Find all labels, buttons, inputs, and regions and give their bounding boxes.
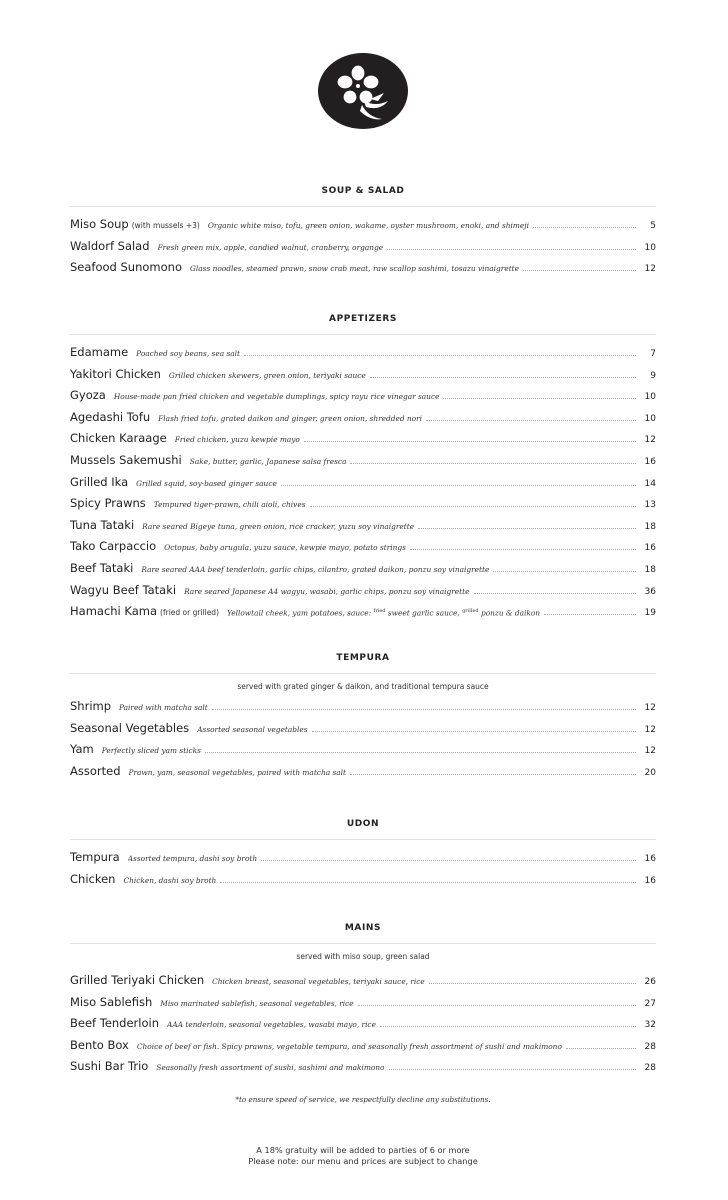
item-name: Tuna Tataki: [70, 517, 135, 532]
item-name: Grilled Teriyaki Chicken: [70, 973, 205, 987]
item-price: 5: [650, 221, 656, 231]
item-name: Agedashi Tofu: [70, 409, 151, 424]
menu-item-seafood-sunomono: [70, 260, 656, 282]
item-price: 19: [644, 608, 656, 619]
menu-item-miso-soup: [70, 217, 656, 239]
item-name: Beef Tataki: [70, 560, 134, 575]
leader-dots: [429, 983, 636, 984]
menu-item-grilled-teriyaki-chicken: [70, 973, 656, 995]
item-description: Prawn, yam, seasonal vegetables, paired with matcha salt: [128, 767, 346, 777]
item-name: Yakitori Chicken: [70, 366, 161, 381]
item-price: 12: [644, 703, 656, 713]
item-price: 10: [644, 392, 656, 403]
item-price: 32: [644, 1020, 656, 1031]
menu-item-yam: [70, 742, 656, 764]
menu-item-spicy-prawns: [70, 496, 656, 518]
menu-item-udon-chicken: [70, 872, 656, 894]
item-price: 20: [644, 767, 656, 778]
item-price: 9: [650, 370, 656, 381]
section-title: SOUP & SALAD: [70, 186, 656, 207]
item-description: Seasonally fresh assortment of sushi, sashimi and makimono: [156, 1063, 385, 1073]
section-mains: [70, 923, 656, 1081]
item-description: Rare seared Bigeye tuna, green onion, rice cracker, yuzu soy vinaigrette: [142, 521, 415, 531]
item-name: Seafood Sunomono: [70, 260, 182, 275]
menu-item-tuna-tataki: [70, 518, 656, 540]
section-soup-salad: [70, 186, 656, 282]
leader-dots: [493, 571, 636, 572]
footer-notes: [70, 1145, 656, 1167]
menu-item-wagyu-beef-tataki: [70, 583, 656, 605]
item-description: Choice of beef or fish. Spicy prawns, vegetable tempura, and seasonally fresh assortment of sushi and makimono: [136, 1041, 562, 1051]
item-name: Chicken: [70, 871, 116, 886]
item-name: Shrimp: [70, 699, 112, 713]
item-price: 10: [644, 413, 656, 424]
leader-dots: [566, 1048, 636, 1049]
item-price: 16: [644, 875, 656, 886]
item-name: Bento Box: [70, 1037, 129, 1052]
section-title: MAINS: [70, 923, 656, 944]
item-name: Miso Sablefish: [70, 994, 153, 1009]
item-price: 28: [644, 1063, 656, 1074]
item-price: 16: [644, 543, 656, 554]
menu-item-seasonal-vegetables: [70, 721, 656, 743]
section-subtitle: served with miso soup, green salad: [296, 952, 430, 961]
item-name: Beef Tenderloin: [70, 1016, 159, 1031]
item-name: Seasonal Vegetables: [70, 720, 190, 735]
item-description: Assorted seasonal vegetables: [197, 724, 308, 734]
leader-dots: [312, 731, 636, 732]
menu-item-beef-tataki: [70, 561, 656, 583]
leader-dots: [387, 249, 636, 250]
item-price: 12: [644, 435, 656, 446]
item-name: Sushi Bar Trio: [70, 1059, 149, 1074]
leader-dots: [544, 614, 636, 615]
flower-emblem-icon: [318, 53, 408, 129]
item-description: Octopus, baby arugula, yuzu sauce, kewpie mayo, potato strings: [164, 543, 406, 553]
leader-dots: [533, 227, 636, 228]
section-tempura: [70, 653, 656, 785]
price-change-note: Please note: our menu and prices are subject to change: [248, 1156, 478, 1166]
item-name: Grilled Ika: [70, 474, 129, 489]
item-name: Miso Soup (with mussels +3): [70, 217, 200, 231]
item-price: 26: [644, 977, 656, 987]
menu-item-assorted: [70, 764, 656, 786]
section-appetizers: [70, 314, 656, 626]
leader-dots: [205, 752, 636, 753]
menu-item-hamachi-kama: [70, 604, 656, 626]
gratuity-note: A 18% gratuity will be added to parties of 6 or more: [256, 1145, 470, 1155]
item-name: Tako Carpaccio: [70, 539, 157, 554]
item-name: Chicken Karaage: [70, 431, 167, 446]
leader-dots: [443, 398, 636, 399]
leader-dots: [261, 860, 636, 861]
item-description: Chicken, dashi soy broth: [123, 875, 217, 885]
item-description: Rare seared AAA beef tenderloin, garlic chips, cilantro, grated daikon, ponzu soy vinaigrette: [141, 564, 490, 574]
leader-dots: [410, 549, 636, 550]
item-description: House-made pan fried chicken and vegetable dumplings, spicy rayu rice vinegar sauce: [113, 392, 440, 402]
item-description: Fried chicken, yuzu kewpie mayo: [174, 435, 300, 445]
item-price: 13: [644, 500, 656, 511]
item-description: Fresh green mix, apple, candied walnut, cranberry, organge: [157, 242, 384, 252]
item-description: Tempured tiger-prawn, chili aioli, chives: [153, 500, 306, 510]
menu-item-beef-tenderloin: [70, 1016, 656, 1038]
section-udon: [70, 819, 656, 893]
item-description: Miso marinated sablefish, seasonal vegetables, rice: [160, 998, 354, 1008]
item-price: 28: [644, 1041, 656, 1052]
item-note: (fried or grilled): [160, 608, 219, 618]
item-description: Organic white miso, tofu, green onion, wakame, oyster mushroom, enoki, and shimeji: [207, 221, 529, 230]
item-description: Glass noodles, steamed prawn, snow crab meat, raw scallop sashimi, tosazu vinaigrette: [189, 264, 520, 274]
item-price: 16: [644, 456, 656, 467]
section-subtitle: served with grated ginger & daikon, and traditional tempura sauce: [237, 682, 489, 691]
leader-dots: [523, 270, 636, 271]
menu-item-udon-tempura: [70, 850, 656, 872]
item-name: Tempura: [70, 850, 120, 864]
menu-item-grilled-ika: [70, 475, 656, 497]
item-description: AAA tenderloin, seasonal vegetables, wasabi mayo, rice: [167, 1020, 376, 1030]
item-price: 36: [644, 586, 656, 597]
item-description: Chicken breast, seasonal vegetables, teriyaki sauce, rice: [212, 977, 425, 986]
leader-dots: [380, 1026, 636, 1027]
item-name: Mussels Sakemushi: [70, 452, 182, 467]
item-name: Assorted: [70, 763, 121, 778]
menu-item-gyoza: [70, 388, 656, 410]
item-name: Gyoza: [70, 388, 106, 403]
item-price: 14: [644, 478, 656, 489]
menu-item-tako-carpaccio: [70, 539, 656, 561]
menu-item-edamame: [70, 345, 656, 367]
item-name: Waldorf Salad: [70, 238, 150, 253]
item-name: Hamachi Kama (fried or grilled): [70, 604, 219, 619]
item-price: 10: [644, 242, 656, 253]
item-price: 12: [644, 724, 656, 735]
item-price: 12: [644, 264, 656, 275]
item-description: Sake, butter, garlic, Japanese salsa fresca: [189, 456, 347, 466]
menu-item-chicken-karaage: [70, 431, 656, 453]
item-name: Yam: [70, 742, 94, 757]
item-description: Perfectly sliced yam sticks: [101, 746, 201, 756]
item-name: Edamame: [70, 345, 129, 359]
menu-item-agedashi-tofu: [70, 410, 656, 432]
leader-dots: [418, 528, 636, 529]
leader-dots: [304, 441, 636, 442]
leader-dots: [389, 1069, 636, 1070]
section-title: TEMPURA: [70, 653, 656, 674]
leader-dots: [358, 1005, 636, 1006]
leader-dots: [350, 463, 636, 464]
leader-dots: [244, 355, 636, 356]
item-price: 27: [644, 998, 656, 1009]
item-description: Paired with matcha salt: [119, 703, 208, 712]
item-description: Poached soy beans, sea salt: [136, 349, 241, 358]
leader-dots: [310, 506, 636, 507]
item-name: Spicy Prawns: [70, 496, 146, 511]
leader-dots: [220, 882, 636, 883]
item-price: 18: [644, 521, 656, 532]
item-note: (with mussels +3): [131, 221, 200, 230]
item-price: 12: [644, 746, 656, 757]
item-price: 18: [644, 564, 656, 575]
menu-item-sushi-bar-trio: [70, 1059, 656, 1081]
leader-dots: [350, 774, 636, 775]
leader-dots: [281, 485, 636, 486]
item-description: Flash fried tofu, grated daikon and ginger, green onion, shredded nori: [158, 413, 423, 423]
item-description: Yellowtail cheek, yam potatoes, sauce: $^{fried}$ sweet garlic sauce, $^{grilled}$ ponzu & daikon: [227, 607, 541, 618]
leader-dots: [370, 377, 636, 378]
item-name: Wagyu Beef Tataki: [70, 582, 177, 597]
menu-item-mussels-sakemushi: [70, 453, 656, 475]
leader-dots: [474, 593, 637, 594]
section-title: APPETIZERS: [70, 314, 656, 335]
menu-item-miso-sablefish: [70, 995, 656, 1017]
item-description: Assorted tempura, dashi soy broth: [127, 854, 258, 863]
leader-dots: [426, 420, 636, 421]
menu-item-shrimp: [70, 699, 656, 721]
section-title: UDON: [70, 819, 656, 840]
item-description: Rare seared Japanese A4 wagyu, wasabi, garlic chips, ponzu soy vinaigrette: [184, 586, 470, 596]
item-description: Grilled chicken skewers, green onion, teriyaki sauce: [168, 370, 366, 380]
menu-item-yakitori-chicken: [70, 367, 656, 389]
item-price: 7: [650, 349, 656, 359]
leader-dots: [212, 709, 636, 710]
item-description: Grilled squid, soy-based ginger sauce: [136, 478, 277, 488]
item-price: 16: [644, 854, 656, 864]
substitution-disclaimer: *to ensure speed of service, we respectfully decline any substitutions.: [235, 1095, 491, 1104]
menu-item-bento-box: [70, 1038, 656, 1060]
menu-item-waldorf-salad: [70, 239, 656, 261]
